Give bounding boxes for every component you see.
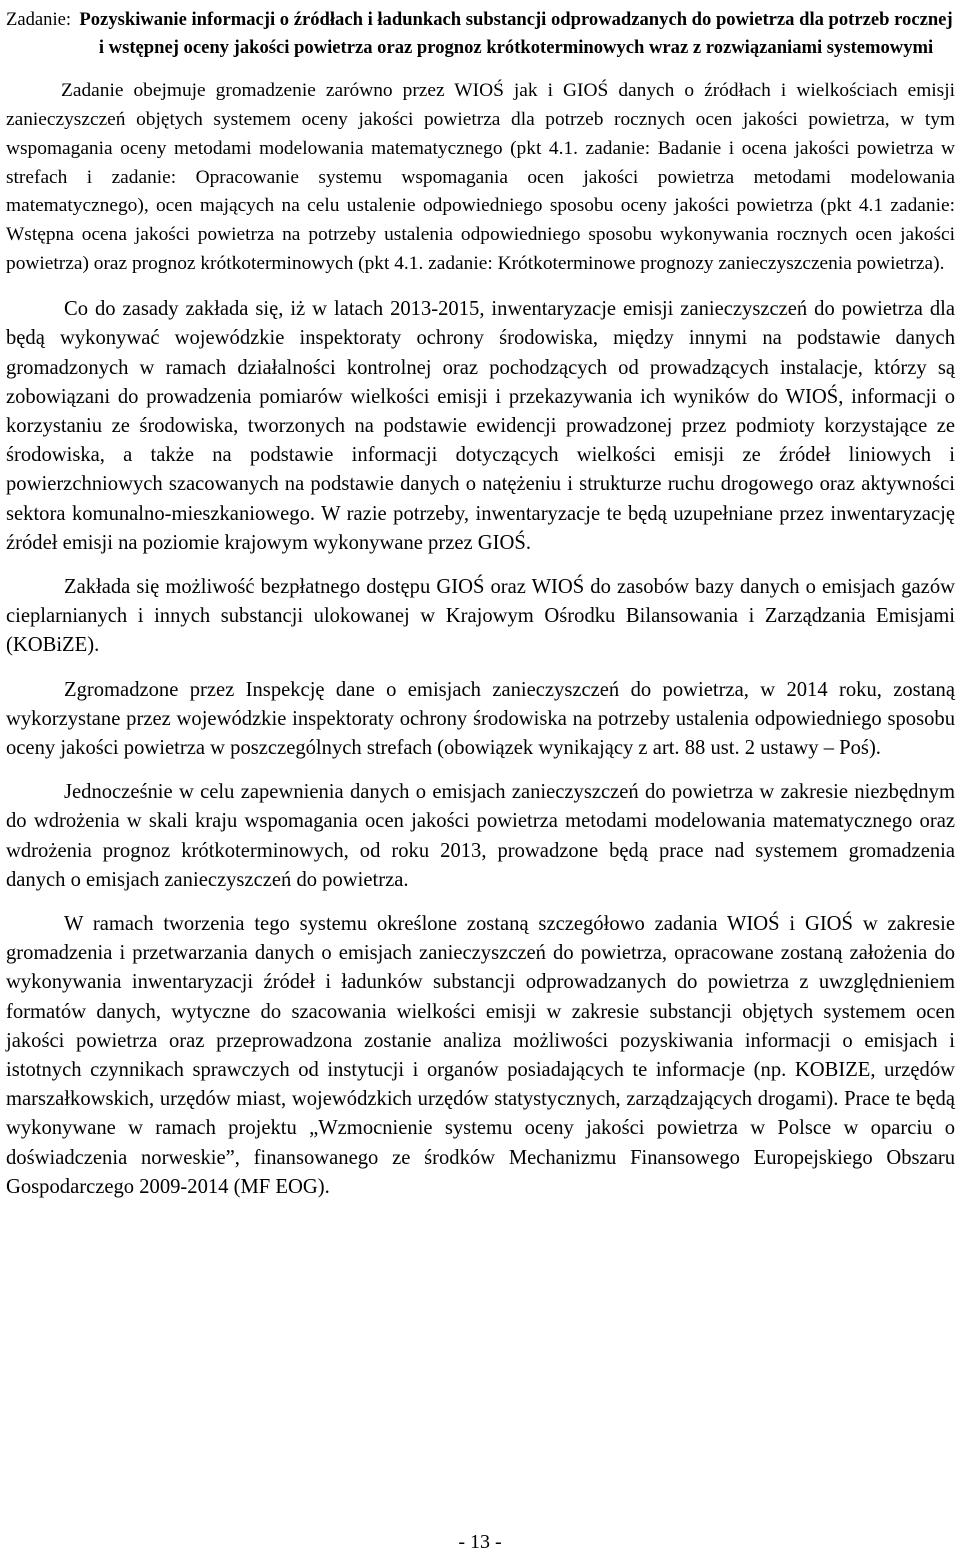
paragraph-emission-system: Jednocześnie w celu zapewnienia danych o emisjach zanieczyszczeń do powietrza w zakresie niezbędnym do wdrożenia w skali kraju wspomagania ocen jakości powietrza metodami modelowania matematycznego oraz wdrożenia prognoz krótkoterminowych, od roku 2013, prowadzone będą prace nad systemem gromadzenia danych o emisjach zanieczyszczeń do powietrza. xyxy=(6,781,955,891)
paragraph-inventory: Co do zasady zakłada się, iż w latach 2013-2015, inwentaryzacje emisji zanieczyszczeń do powietrza dla będą wykonywać wojewódzkie inspektoraty ochrony środowiska, między innymi na podstawie danych gromadzonych w ramach działalności kontrolnej oraz pochodzących od prowadzących instalacje, którzy są zobowiązani do prowadzenia pomiarów wielkości emisji i przekazywania ich wyników do WIOŚ, informacji o korzystaniu ze środowiska, tworzonych na podstawie ewidencji prowadzonej przez podmioty korzystające ze środowiska, a także na podstawie informacji dotyczących wielkości emisji ze źródeł liniowych i powierzchniowych szacowanych na podstawie danych o natężeniu i strukturze ruchu drogowego oraz aktywności sektora komunalno-mieszkaniowego. W razie potrzeby, inwentaryzacje te będą uzupełniane przez inwentaryzację źródeł emisji na poziomie krajowym wykonywane przez GIOŚ. xyxy=(6,298,955,554)
task-description: Zadanie obejmuje gromadzenie zarówno przez WIOŚ jak i GIOŚ danych o źródłach i wielkościach emisji zanieczyszczeń objętych systemem oceny jakości powietrza dla potrzeb rocznych ocen jakości powietrza, w tym wspomagania oceny metodami modelowania matematycznego (pkt 4.1. zadanie: Badanie i ocena jakości powietrza w strefach i zadanie: Opracowanie systemu wspomagania ocen jakości powietrza metodami modelowania matematycznego), ocen mających na celu ustalenie odpowiedniego sposobu oceny jakości powietrza (pkt 4.1 zadanie: Wstępna ocena jakości powietrza na potrzeby ustalenia odpowiedniego sposobu wykonywania rocznych ocen jakości powietrza) oraz prognoz krótkoterminowych (pkt 4.1. zadanie: Krótkoterminowe prognozy zanieczyszczenia powietrza). xyxy=(6,79,955,275)
task-title: Pozyskiwanie informacji o źródłach i ładunkach substancji odprowadzanych do powietrza dla potrzeb rocznej i wstępnej oceny jakości powietrza oraz prognoz krótkoterminowych wraz z rozwiązaniami systemowymi xyxy=(79,9,953,59)
page-number: - 13 - xyxy=(458,1531,502,1553)
task-label: Zadanie: xyxy=(6,9,72,30)
paragraph-kobize-access: Zakłada się możliwość bezpłatnego dostępu GIOŚ oraz WIOŚ do zasobów bazy danych o emisjach gazów cieplarnianych i innych substancji ulokowanej w Krajowym Ośrodku Bilansowania i Zarządzania Emisjami (KOBiZE). xyxy=(6,575,955,657)
paragraph-data-use-2014: Zgromadzone przez Inspekcję dane o emisjach zanieczyszczeń do powietrza, w 2014 roku, zostaną wykorzystane przez wojewódzkie inspektoraty ochrony środowiska na potrzeby ustalenia odpowiedniego sposobu oceny jakości powietrza w poszczególnych strefach (obowiązek wynikający z art. 88 ust. 2 ustawy – Poś). xyxy=(6,678,955,759)
paragraph-system-tasks: W ramach tworzenia tego systemu określone zostaną szczegółowo zadania WIOŚ i GIOŚ w zakresie gromadzenia i przetwarzania danych o emisjach zanieczyszczeń do powietrza, opracowane zostaną założenia do wykonywania inwentaryzacji źródeł i ładunków substancji odprowadzanych do powietrza z uwzględnieniem formatów danych, wytyczne do szacowania wielkości emisji w zakresie substancji objętych systemem ocen jakości powietrza oraz przeprowadzona zostanie analiza możliwości pozyskiwania informacji o emisjach i istotnych czynnikach sprawczych od instytucji i organów posiadających te informacje (np. KOBIZE, urzędów marszałkowskich, urzędów miast, wojewódzkich urzędów statystycznych, zarządzających drogami). Prace te będą wykonywane w ramach projektu „Wzmocnienie systemu oceny jakości powietrza w Polsce w oparciu o doświadczenia norweskie”, finansowanego ze środków Mechanizmu Finansowego Europejskiego Obszaru Gospodarczego 2009-2014 (MF EOG). xyxy=(6,913,955,1198)
task-header xyxy=(6,6,955,63)
document-page xyxy=(6,0,955,1202)
